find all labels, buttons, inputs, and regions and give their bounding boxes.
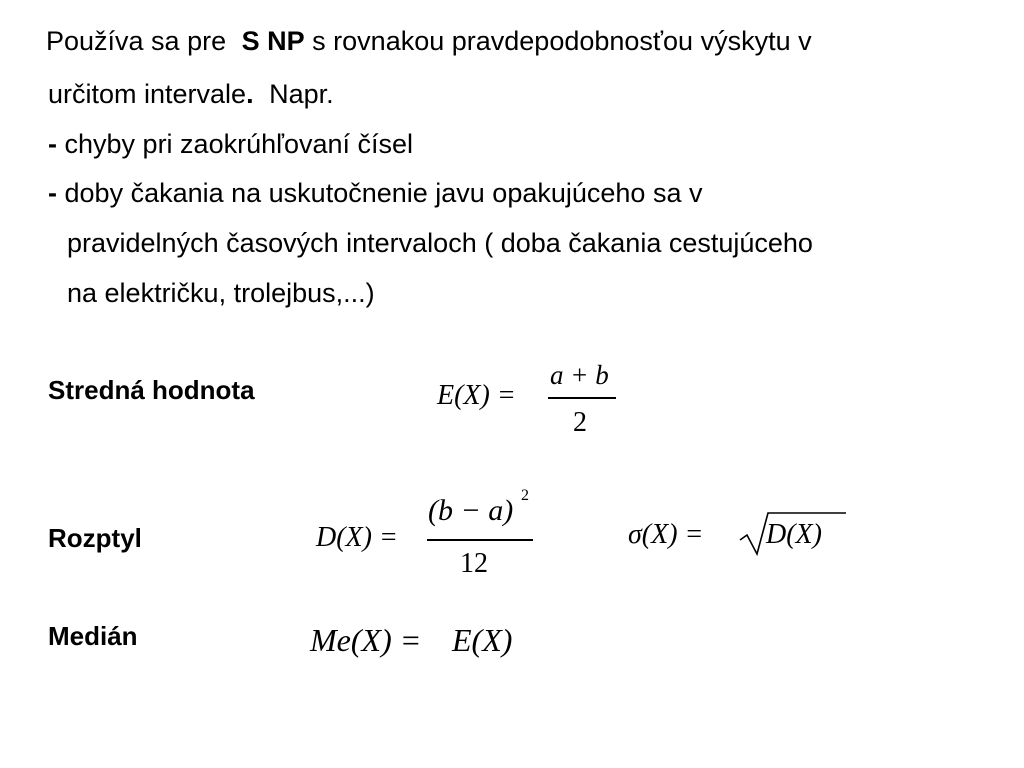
intro-line-2 (48, 81, 334, 108)
mean-label: Stredná hodnota (48, 375, 255, 405)
intro-text-dot: . (246, 79, 254, 109)
mean-fraction-bar (548, 397, 616, 399)
variance-formula-exponent: 2 (521, 487, 529, 504)
variance-formula-lhs: D(X) = (316, 522, 398, 553)
median-label: Medián (48, 621, 138, 651)
intro-line-1 (46, 28, 812, 55)
bullet-2-text-1: doby čakania na uskutočnenie javu opakujúceho sa v (64, 178, 703, 208)
median-formula-lhs: Me(X) = (310, 622, 422, 658)
mean-formula-lhs: E(X) = (437, 380, 516, 411)
variance-label: Rozptyl (48, 523, 142, 553)
bullet-2-line-1 (48, 180, 702, 207)
sigma-formula-radicand: D(X) (766, 519, 822, 550)
intro-text-bold: S NP (241, 26, 305, 56)
variance-formula-denominator: 12 (460, 548, 488, 579)
variance-formula-numerator: (b − a) (428, 494, 514, 527)
bullet-2-line-3: na električku, trolejbus,...) (67, 278, 375, 308)
mean-formula-numerator: a + b (550, 360, 609, 390)
mean-formula-denominator: 2 (573, 407, 587, 438)
median-formula-rhs: E(X) (452, 622, 513, 658)
bullet-1 (48, 131, 413, 158)
bullet-1-dash: - (48, 129, 57, 159)
intro-text-interval: určitom intervale (48, 79, 247, 109)
sigma-formula-lhs: σ(X) = (628, 519, 704, 550)
intro-text-post: s rovnakou pravdepodobnosťou výskytu v (312, 26, 812, 56)
bullet-2-line-2: pravidelných časových intervaloch ( doba čakania cestujúceho (67, 228, 813, 258)
intro-text-example: Napr. (269, 79, 334, 109)
variance-fraction-bar (427, 539, 533, 541)
bullet-1-text: chyby pri zaokrúhľovaní čísel (64, 129, 414, 159)
bullet-2-dash: - (48, 178, 57, 208)
intro-text-pre: Používa sa pre (46, 26, 227, 56)
